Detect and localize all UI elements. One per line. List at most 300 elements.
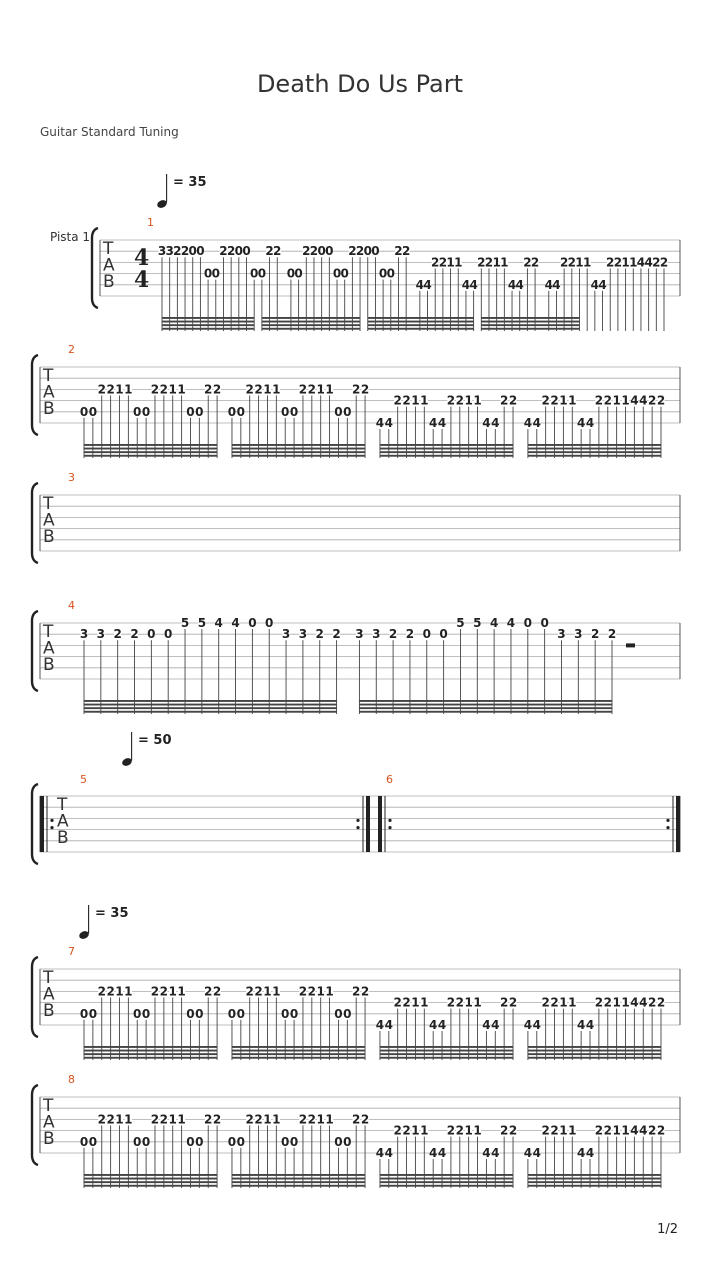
- fret-number: 0: [281, 1134, 290, 1149]
- note-beam: [232, 455, 365, 457]
- note-beam: [84, 455, 217, 457]
- fret-number: 1: [168, 382, 177, 397]
- fret-number: 0: [343, 404, 352, 419]
- tuning-subtitle: Guitar Standard Tuning: [40, 125, 179, 139]
- fret-number: 0: [340, 266, 349, 281]
- system-1-tempo-value: = 35: [173, 175, 207, 190]
- note-beam: [380, 1057, 513, 1059]
- note-beam: [481, 324, 579, 326]
- fret-number: 2: [106, 1112, 115, 1127]
- fret-number: 2: [603, 1123, 612, 1138]
- fret-number: 1: [420, 1123, 429, 1138]
- fret-number: 0: [186, 1006, 195, 1021]
- fret-number: 0: [343, 1006, 352, 1021]
- fret-number: 2: [352, 984, 361, 999]
- fret-number: 2: [647, 1123, 657, 1138]
- fret-number: 1: [411, 393, 420, 408]
- fret-number: 3: [355, 627, 364, 642]
- tab-clef-letter: T: [43, 494, 54, 514]
- fret-number: 2: [656, 393, 666, 408]
- fret-number: 3: [372, 627, 381, 642]
- fret-number: 2: [455, 393, 464, 408]
- fret-number: 4: [507, 277, 517, 292]
- fret-number: 2: [455, 1123, 464, 1138]
- fret-number: 1: [325, 984, 334, 999]
- fret-number: 2: [550, 995, 559, 1010]
- fret-number: 2: [401, 244, 411, 259]
- fret-number: 2: [245, 984, 254, 999]
- tab-clef-letter: T: [103, 239, 114, 259]
- fret-number: 0: [334, 1006, 343, 1021]
- fret-number: 4: [523, 1018, 533, 1032]
- note-beam: [232, 1178, 365, 1180]
- tab-clef-letter: A: [43, 382, 55, 403]
- note-beam: [84, 444, 217, 446]
- fret-number: 1: [272, 1112, 281, 1127]
- fret-number: 0: [79, 1006, 89, 1021]
- fret-number: 1: [115, 984, 124, 999]
- fret-number: 2: [656, 1123, 666, 1138]
- fret-number: 2: [273, 244, 282, 259]
- note-beam: [84, 1185, 217, 1187]
- measure-number: 6: [386, 773, 393, 786]
- fret-number: 3: [96, 627, 106, 642]
- fret-number: 2: [332, 627, 341, 642]
- fret-number: 5: [180, 616, 190, 630]
- fret-number: 0: [188, 244, 197, 259]
- fret-number: 4: [423, 277, 432, 292]
- song-title: Death Do Us Part: [256, 70, 464, 98]
- fret-number: 0: [88, 1006, 98, 1021]
- fret-number: 0: [141, 1134, 151, 1149]
- fret-number: 1: [568, 1123, 577, 1138]
- fret-number: 2: [307, 382, 317, 397]
- fret-number: 0: [133, 404, 142, 419]
- fret-number: 4: [639, 1123, 648, 1138]
- fret-number: 0: [234, 244, 244, 259]
- fret-number: 5: [473, 616, 482, 630]
- fret-number: 0: [523, 616, 532, 630]
- fret-number: 4: [375, 1018, 385, 1032]
- fret-number: 4: [639, 393, 648, 408]
- note-beam: [481, 317, 579, 319]
- fret-number: 0: [236, 1006, 246, 1021]
- fret-number: 2: [567, 255, 576, 270]
- fret-number: 1: [612, 393, 621, 408]
- note-beam: [84, 1050, 217, 1052]
- fret-number: 2: [159, 382, 169, 397]
- fret-number: 2: [352, 1112, 361, 1127]
- fret-number: 0: [332, 266, 342, 281]
- fret-number: 2: [254, 984, 263, 999]
- fret-number: 0: [325, 244, 334, 259]
- fret-number: 2: [113, 627, 122, 642]
- fret-number: 1: [177, 382, 186, 397]
- fret-number: 2: [530, 255, 540, 270]
- fret-number: 1: [420, 393, 429, 408]
- fret-number: 4: [585, 1018, 595, 1032]
- fret-number: 1: [168, 1112, 177, 1127]
- fret-number: 2: [298, 984, 308, 999]
- fret-number: 0: [248, 616, 257, 630]
- note-beam: [232, 448, 365, 450]
- fret-number: 2: [150, 382, 160, 397]
- fret-number: 2: [499, 1123, 509, 1138]
- fret-number: 4: [428, 1018, 438, 1032]
- note-beam: [528, 1185, 661, 1187]
- note-beam: [232, 1181, 365, 1183]
- fret-number: 2: [360, 1112, 370, 1127]
- track-name: Pista 1: [50, 230, 91, 244]
- fret-number: 4: [375, 416, 385, 430]
- note-beam: [162, 324, 254, 326]
- fret-number: 2: [405, 627, 415, 642]
- fret-number: 2: [204, 382, 213, 397]
- repeat-dot: [50, 826, 53, 829]
- fret-number: 2: [307, 984, 317, 999]
- fret-number: 2: [613, 255, 623, 270]
- page-number: 1/2: [657, 1222, 678, 1237]
- note-beam: [380, 451, 513, 453]
- tab-clef-letter: A: [43, 1112, 55, 1133]
- fret-number: 2: [265, 244, 274, 259]
- fret-number: 2: [656, 995, 666, 1010]
- fret-number: 1: [272, 382, 281, 397]
- measure-number: 4: [68, 599, 75, 612]
- system-bracket: [32, 483, 38, 563]
- fret-number: 0: [540, 616, 549, 630]
- note-beam: [528, 1053, 661, 1055]
- note-beam: [262, 317, 360, 319]
- fret-number: 0: [371, 244, 380, 259]
- fret-number: 2: [254, 382, 263, 397]
- repeat-dot: [666, 826, 669, 829]
- fret-number: 1: [124, 382, 133, 397]
- system-5-tempo-value: = 50: [138, 733, 172, 748]
- measure-number: 1: [147, 216, 154, 229]
- fret-number: 4: [384, 1146, 393, 1160]
- fret-number: 2: [541, 995, 550, 1010]
- fret-number: 0: [133, 1006, 142, 1021]
- fret-number: 1: [492, 255, 501, 270]
- fret-number: 0: [88, 1134, 98, 1149]
- fret-number: 2: [150, 984, 160, 999]
- fret-number: 2: [647, 393, 657, 408]
- note-beam: [262, 328, 360, 330]
- fret-number: 4: [576, 1018, 586, 1032]
- repeat-dot: [356, 826, 359, 829]
- tab-clef-letter: A: [43, 638, 55, 659]
- fret-number: 4: [375, 1146, 385, 1160]
- fret-number: 0: [334, 1134, 343, 1149]
- fret-number: 4: [585, 416, 595, 430]
- tab-clef-letter: A: [103, 255, 115, 276]
- note-beam: [368, 317, 474, 319]
- note-beam: [528, 1046, 661, 1048]
- fret-number: 0: [79, 404, 89, 419]
- fret-number: 2: [402, 995, 411, 1010]
- note-beam: [380, 1053, 513, 1055]
- fret-number: 1: [621, 1123, 630, 1138]
- fret-number: 0: [257, 266, 267, 281]
- fret-number: 2: [402, 1123, 411, 1138]
- note-beam: [84, 707, 337, 709]
- fret-number: 0: [236, 404, 246, 419]
- repeat-thick-bar: [40, 796, 44, 852]
- fret-number: 2: [455, 995, 464, 1010]
- note-beam: [84, 1178, 217, 1180]
- fret-number: 1: [473, 1123, 482, 1138]
- tab-clef-letter: T: [57, 795, 68, 815]
- note-beam: [84, 1057, 217, 1059]
- tab-clef-letter: A: [57, 811, 69, 832]
- fret-number: 4: [231, 616, 240, 630]
- fret-number: 1: [629, 255, 638, 270]
- note-beam: [528, 455, 661, 457]
- note-beam: [262, 324, 360, 326]
- note-beam: [84, 451, 217, 453]
- fret-number: 0: [236, 1134, 246, 1149]
- fret-number: 1: [411, 1123, 420, 1138]
- note-beam: [368, 328, 474, 330]
- fret-number: 0: [133, 1134, 142, 1149]
- fret-number: 1: [454, 255, 463, 270]
- fret-number: 0: [211, 266, 220, 281]
- measure-number: 7: [68, 945, 75, 958]
- fret-number: 0: [195, 1134, 204, 1149]
- note-beam: [232, 1050, 365, 1052]
- fret-number: 2: [360, 382, 370, 397]
- fret-number: 0: [186, 1134, 195, 1149]
- fret-number: 2: [106, 382, 115, 397]
- tab-clef-letter: B: [43, 1129, 55, 1149]
- tab-clef-letter: T: [43, 968, 54, 988]
- repeat-dot: [50, 819, 53, 822]
- repeat-dot: [388, 819, 391, 822]
- fret-number: 1: [473, 995, 482, 1010]
- measure-number: 2: [68, 343, 75, 356]
- note-beam: [380, 1046, 513, 1048]
- fret-number: 2: [106, 984, 115, 999]
- fret-number: 1: [621, 393, 630, 408]
- fret-number: 4: [532, 416, 541, 430]
- fret-number: 4: [437, 416, 447, 430]
- fret-number: 2: [159, 1112, 169, 1127]
- fret-number: 4: [437, 1146, 447, 1160]
- fret-number: 1: [446, 255, 455, 270]
- fret-number: 1: [115, 382, 124, 397]
- note-beam: [232, 1046, 365, 1048]
- fret-number: 2: [212, 984, 222, 999]
- note-beam: [528, 1181, 661, 1183]
- note-beam: [84, 448, 217, 450]
- fret-number: 1: [316, 984, 325, 999]
- fret-number: 2: [388, 627, 398, 642]
- note-beam: [359, 707, 612, 709]
- system-bracket: [32, 611, 38, 691]
- tab-clef-letter: A: [43, 984, 55, 1005]
- note-beam: [359, 700, 612, 702]
- repeat-thick-bar: [378, 796, 382, 852]
- fret-number: 0: [439, 627, 448, 642]
- half-rest: [626, 643, 635, 647]
- system-bracket: [32, 1085, 38, 1165]
- note-beam: [380, 444, 513, 446]
- note-beam: [232, 1057, 365, 1059]
- fret-number: 2: [219, 244, 228, 259]
- fret-number: 2: [355, 244, 365, 259]
- note-beam: [162, 321, 254, 323]
- time-signature-bottom: 4: [134, 267, 150, 293]
- system-bracket: [92, 228, 98, 308]
- fret-number: 3: [557, 627, 566, 642]
- fret-number: 2: [393, 393, 402, 408]
- fret-number: 0: [147, 627, 156, 642]
- fret-number: 4: [437, 1018, 447, 1032]
- fret-number: 1: [420, 995, 429, 1010]
- fret-number: 1: [500, 255, 509, 270]
- note-beam: [481, 328, 579, 330]
- fret-number: 1: [582, 255, 592, 270]
- note-beam: [84, 1053, 217, 1055]
- fret-number: 1: [621, 995, 630, 1010]
- fret-number: 4: [544, 277, 553, 292]
- fret-number: 0: [242, 244, 251, 259]
- note-beam: [84, 711, 337, 713]
- fret-number: 4: [630, 393, 639, 408]
- fret-number: 2: [226, 244, 236, 259]
- fret-number: 1: [464, 995, 473, 1010]
- note-beam: [262, 321, 360, 323]
- fret-number: 3: [298, 627, 308, 642]
- time-signature-top: 4: [134, 245, 150, 271]
- fret-number: 0: [289, 1006, 299, 1021]
- note-beam: [380, 1174, 513, 1176]
- fret-number: 1: [325, 382, 334, 397]
- fret-number: 2: [402, 393, 411, 408]
- fret-number: 2: [431, 255, 440, 270]
- fret-number: 2: [647, 995, 657, 1010]
- note-beam: [528, 1057, 661, 1059]
- fret-number: 1: [325, 1112, 334, 1127]
- measure-number: 5: [80, 773, 87, 786]
- fret-number: 3: [281, 627, 291, 642]
- fret-number: 1: [263, 984, 272, 999]
- fret-number: 1: [124, 984, 133, 999]
- fret-number: 4: [384, 416, 393, 430]
- fret-number: 4: [491, 416, 500, 430]
- fret-number: 2: [499, 995, 509, 1010]
- note-beam: [368, 324, 474, 326]
- fret-number: 0: [317, 244, 326, 259]
- tab-clef-letter: B: [43, 399, 55, 419]
- tab-clef-letter: B: [43, 655, 55, 675]
- fret-number: 4: [415, 277, 425, 292]
- note-beam: [528, 1050, 661, 1052]
- fret-number: 2: [307, 1112, 317, 1127]
- fret-number: 4: [489, 616, 499, 630]
- fret-number: 2: [603, 393, 612, 408]
- fret-number: 0: [227, 1006, 237, 1021]
- fret-number: 2: [302, 244, 311, 259]
- fret-number: 4: [523, 1146, 533, 1160]
- note-beam: [528, 448, 661, 450]
- fret-number: 2: [393, 995, 402, 1010]
- fret-number: 1: [263, 1112, 272, 1127]
- fret-number: 0: [363, 244, 372, 259]
- fret-number: 2: [446, 995, 456, 1010]
- tab-clef-letter: B: [43, 1001, 55, 1021]
- fret-number: 0: [281, 404, 290, 419]
- system-6-tempo-value: = 35: [95, 906, 129, 921]
- fret-number: 0: [378, 266, 388, 281]
- fret-number: 1: [316, 1112, 325, 1127]
- fret-number: 1: [115, 1112, 124, 1127]
- fret-number: 0: [141, 1006, 151, 1021]
- fret-number: 2: [348, 244, 357, 259]
- fret-number: 0: [281, 1006, 290, 1021]
- tab-clef-letter: B: [43, 527, 55, 547]
- repeat-thick-bar: [366, 796, 370, 852]
- note-beam: [232, 1174, 365, 1176]
- fret-number: 1: [263, 382, 272, 397]
- fret-number: 2: [212, 382, 222, 397]
- fret-number: 3: [574, 627, 583, 642]
- fret-number: 4: [576, 416, 586, 430]
- note-beam: [380, 455, 513, 457]
- fret-number: 0: [227, 1134, 237, 1149]
- note-beam: [528, 444, 661, 446]
- fret-number: 2: [446, 1123, 456, 1138]
- fret-number: 0: [141, 404, 151, 419]
- fret-number: 2: [254, 1112, 263, 1127]
- repeat-thick-bar: [676, 796, 680, 852]
- fret-number: 2: [130, 627, 139, 642]
- fret-number: 4: [482, 1018, 491, 1032]
- note-beam: [368, 321, 474, 323]
- fret-number: 4: [469, 277, 478, 292]
- note-beam: [380, 1178, 513, 1180]
- fret-number: 1: [272, 984, 281, 999]
- note-beam: [528, 1178, 661, 1180]
- repeat-dot: [666, 819, 669, 822]
- fret-number: 2: [97, 984, 106, 999]
- fret-number: 2: [245, 1112, 254, 1127]
- system-bracket: [32, 957, 38, 1037]
- fret-number: 0: [88, 404, 98, 419]
- fret-number: 4: [576, 1146, 586, 1160]
- fret-number: 2: [180, 244, 190, 259]
- fret-number: 2: [315, 627, 324, 642]
- fret-number: 2: [352, 382, 361, 397]
- fret-number: 0: [186, 404, 195, 419]
- fret-number: 1: [621, 255, 630, 270]
- measure-number: 8: [68, 1073, 75, 1086]
- fret-number: 4: [428, 1146, 438, 1160]
- fret-number: 4: [639, 995, 648, 1010]
- fret-number: 4: [630, 995, 639, 1010]
- fret-number: 1: [124, 1112, 133, 1127]
- fret-number: 2: [245, 382, 254, 397]
- note-beam: [162, 317, 254, 319]
- note-beam: [380, 1050, 513, 1052]
- fret-number: 4: [515, 277, 524, 292]
- fret-number: 2: [393, 1123, 402, 1138]
- fret-number: 5: [456, 616, 465, 630]
- fret-number: 2: [541, 393, 550, 408]
- fret-number: 2: [594, 1123, 604, 1138]
- fret-number: 0: [195, 1006, 204, 1021]
